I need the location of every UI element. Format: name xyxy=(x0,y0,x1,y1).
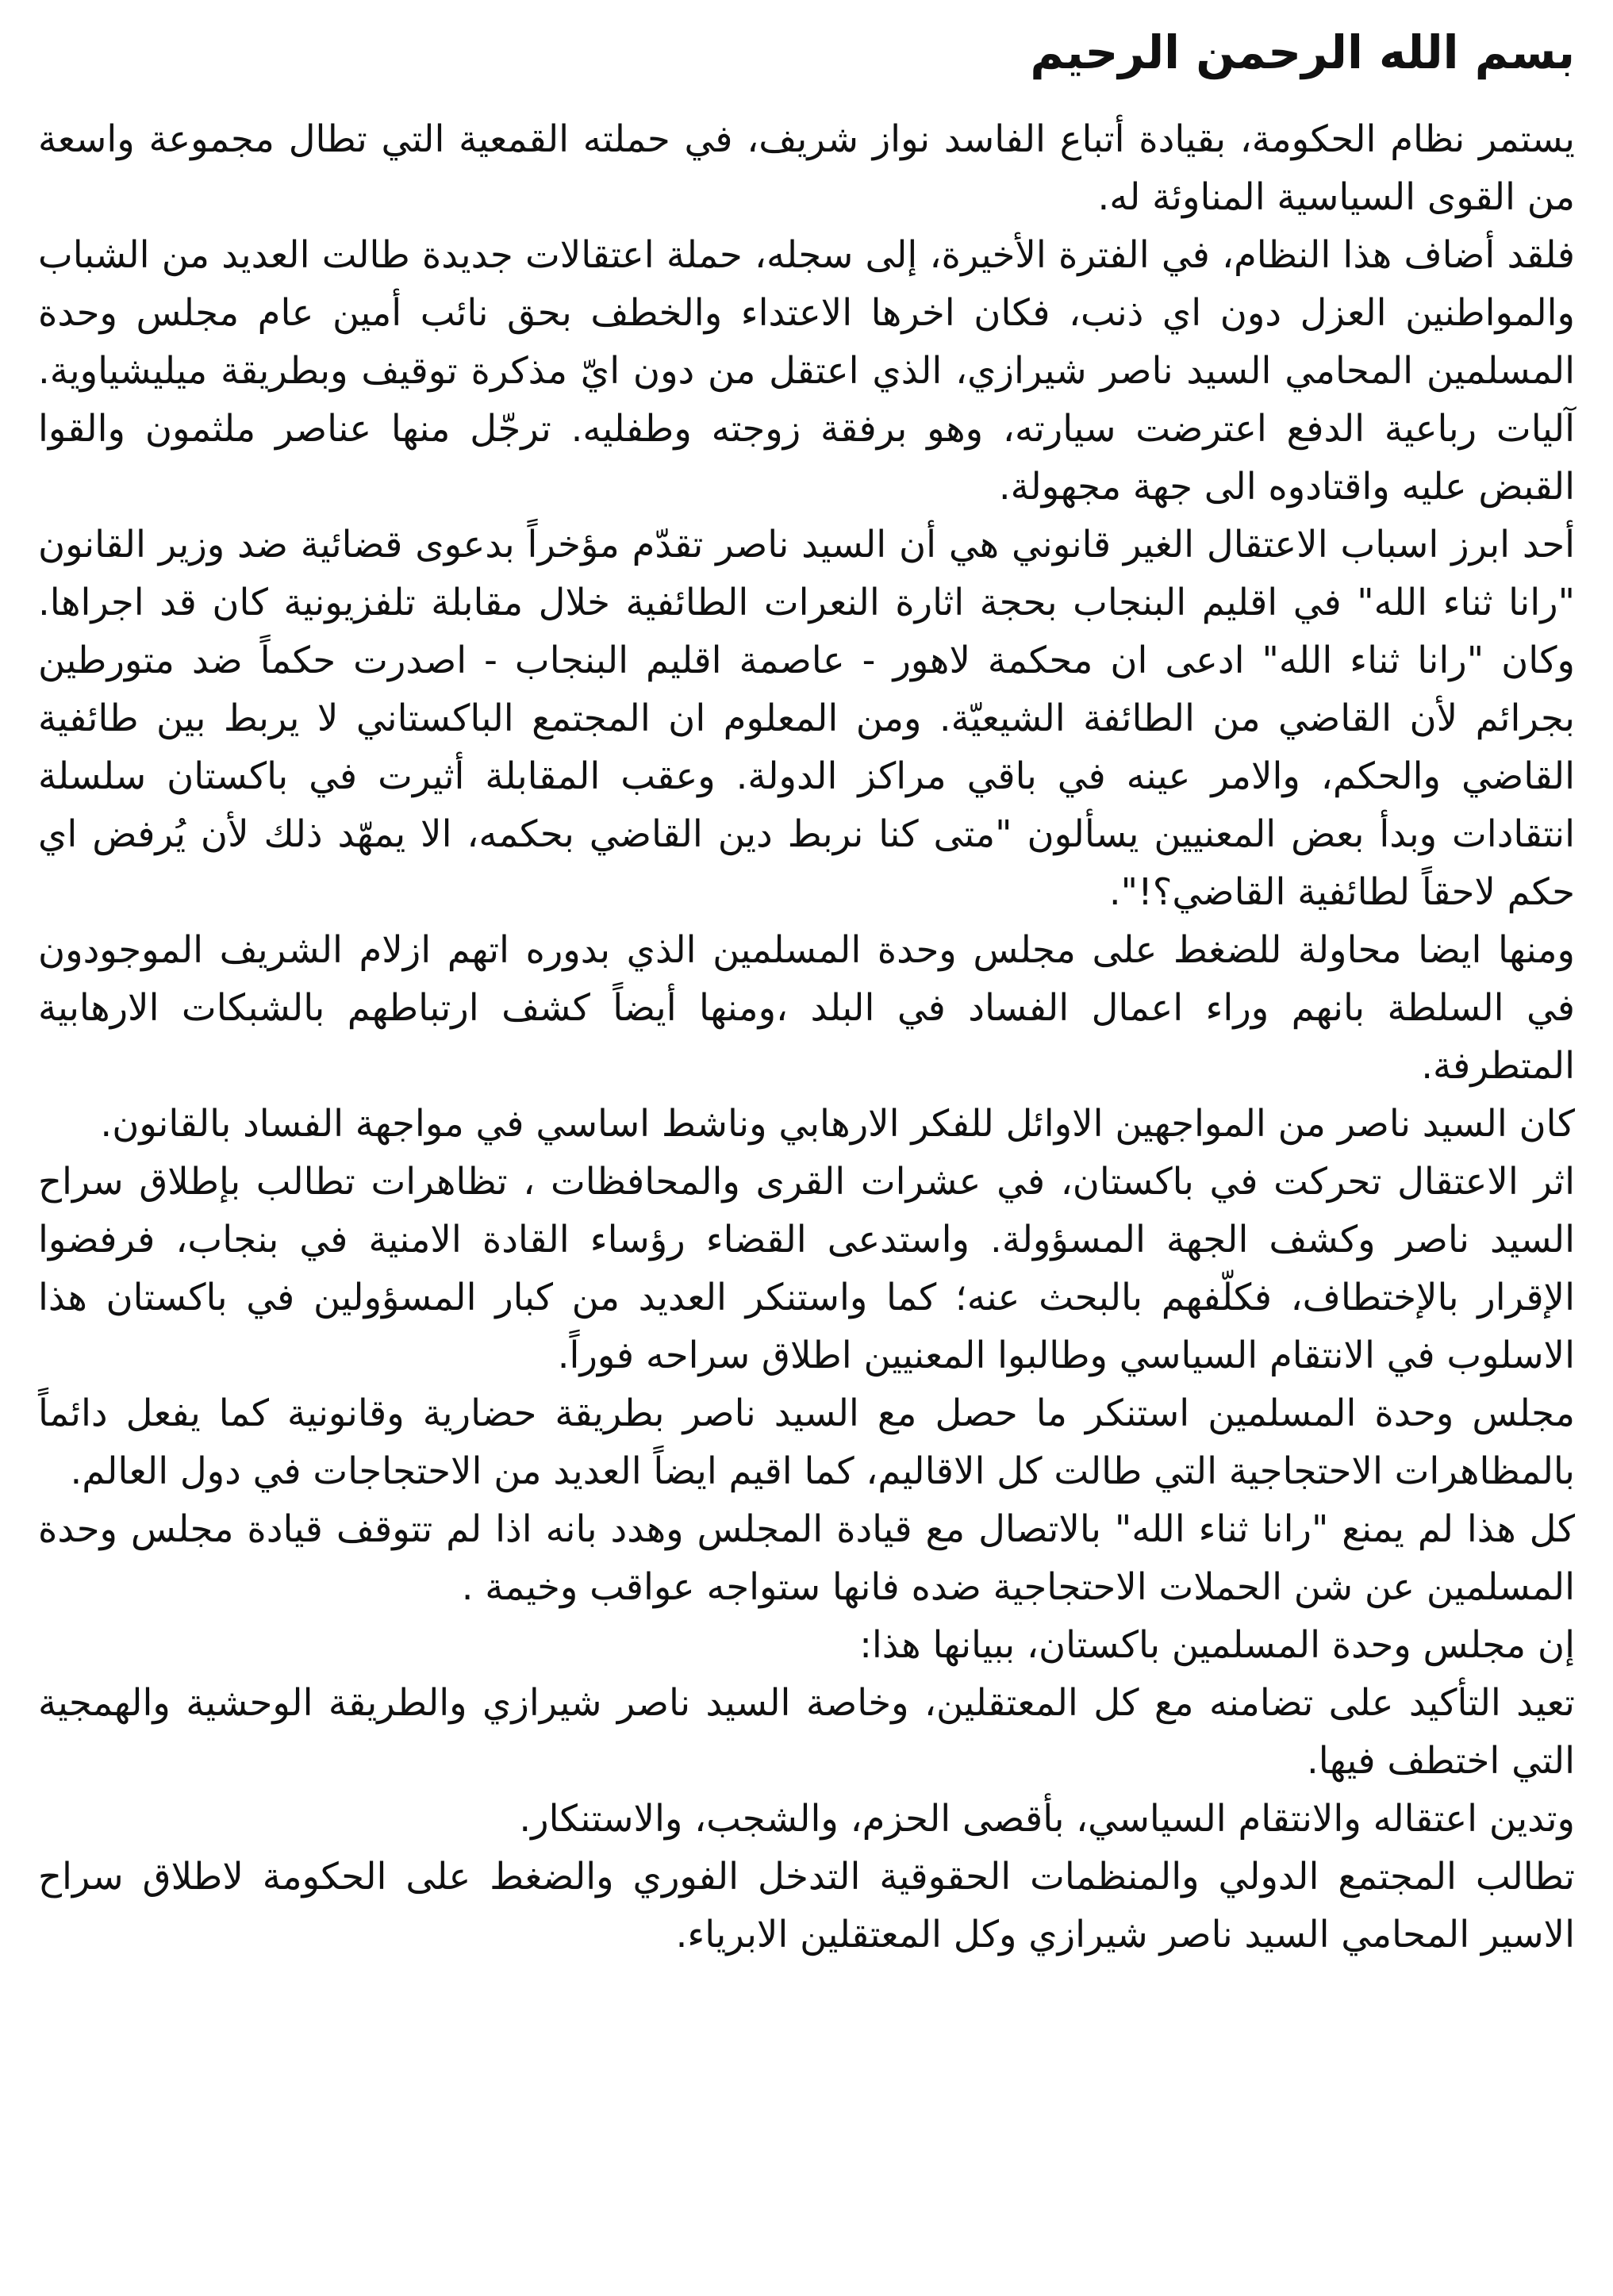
paragraph-activism: كان السيد ناصر من المواجهين الاوائل للفكر الارهابي وناشط اساسي في مواجهة الفساد بالقانون. xyxy=(100,1101,1575,1145)
document-body xyxy=(38,110,1575,1964)
paragraph-statement-intro: إن مجلس وحدة المسلمين باكستان، ببيانها هذا: xyxy=(859,1622,1575,1666)
paragraph-reasons: أحد ابرز اسباب الاعتقال الغير قانوني هي أن السيد ناصر تقدّم مؤخراً بدعوى قضائية ضد وزير القانون "رانا ثناء الله" في اقليم البنجاب بحجة اثارة النعرات الطائفية خلال مقابلة تلفزيونية كان قد اجراها. وكان "رانا ثناء الله" ادعى ان محكمة لاهور - عاصمة اقليم البنجاب - اصدرت حكماً ضد متورطين بجرائم لأن القاضي من الطائفة الشيعيّة. ومن المعلوم ان المجتمع الباكستاني لا يربط بين طائفية القاضي والحكم، والامر عينه في باقي مراكز الدولة. وعقب المقابلة أثيرت في باكستان سلسلة انتقادات وبدأ بعض المعنيين يسألون "متى كنا نربط دين القاضي بحكمه، الا يمهّد ذلك لأن يُرفض اي حكم لاحقاً لطائفية القاضي؟!". xyxy=(38,522,1575,913)
paragraph-solidarity: تعيد التأكيد على تضامنه مع كل المعتقلين، وخاصة السيد ناصر شيرازي والطريقة الوحشية والهمجية التي اختطف فيها. xyxy=(38,1680,1575,1782)
paragraph-council-response: مجلس وحدة المسلمين استنكر ما حصل مع السيد ناصر بطريقة حضارية وقانونية كما يفعل دائماً بالمظاهرات الاحتجاجية التي طالت كل الاقاليم، كما اقيم ايضاً العديد من الاحتجاجات في دول العالم. xyxy=(38,1391,1575,1492)
paragraph-arrest: فلقد أضاف هذا النظام، في الفترة الأخيرة، إلى سجله، حملة اعتقالات جديدة طالت العديد من الشباب والمواطنين العزل دون اي ذنب، فكان اخرها الاعتداء والخطف بحق نائب أمين عام مجلس وحدة المسلمين المحامي السيد ناصر شيرازي، الذي اعتقل من دون ايّ مذكرة توقيف وبطريقة ميليشياوية. آليات رباعية الدفع اعترضت سيارته، وهو برفقة زوجته وطفليه. ترجّل منها عناصر ملثمون والقوا القبض عليه واقتادوه الى جهة مجهولة. xyxy=(38,232,1575,508)
paragraph-intro: يستمر نظام الحكومة، بقيادة أتباع الفاسد نواز شريف، في حملته القمعية التي تطال مجموعة واسعة من القوى السياسية المناوئة له. xyxy=(38,117,1575,218)
paragraph-pressure: ومنها ايضا محاولة للضغط على مجلس وحدة المسلمين الذي بدوره اتهم ازلام الشريف الموجودون في السلطة بانهم وراء اعمال الفساد في البلد ،ومنها أيضاً كشف ارتباطهم بالشبكات الارهابية المتطرفة. xyxy=(38,927,1575,1087)
paragraph-threat: كل هذا لم يمنع "رانا ثناء الله" بالاتصال مع قيادة المجلس وهدد بانه اذا لم تتوقف قيادة مجلس وحدة المسلمين عن شن الحملات الاحتجاجية ضده فانها ستواجه عواقب وخيمة . xyxy=(38,1507,1575,1608)
document-title: بسم الله الرحمن الرحيم xyxy=(1030,25,1575,79)
paragraph-condemnation: وتدين اعتقاله والانتقام السياسي، بأقصى الحزم، والشجب، والاستنكار. xyxy=(519,1796,1575,1840)
paragraph-demand: تطالب المجتمع الدولي والمنظمات الحقوقية التدخل الفوري والضغط على الحكومة لاطلاق سراح الاسير المحامي السيد ناصر شيرازي وكل المعتقلين الابرياء. xyxy=(38,1854,1575,1956)
paragraph-protests: اثر الاعتقال تحركت في باكستان، في عشرات القرى والمحافظات ، تظاهرات تطالب بإطلاق سراح السيد ناصر وكشف الجهة المسؤولة. واستدعى القضاء رؤساء القادة الامنية في بنجاب، فرفضوا الإقرار بالإختطاف، فكلّفهم بالبحث عنه؛ كما واستنكر العديد من كبار المسؤولين في باكستان هذا الاسلوب في الانتقام السياسي وطالبوا المعنيين اطلاق سراحه فوراً. xyxy=(38,1159,1575,1376)
document-page xyxy=(38,24,1575,2280)
